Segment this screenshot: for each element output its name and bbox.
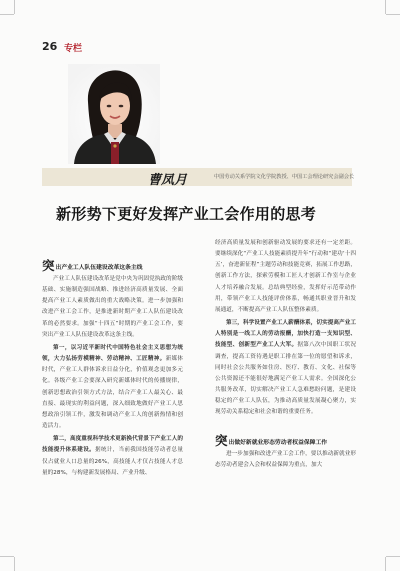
crop-mark — [0, 14, 14, 15]
author-photo — [68, 64, 160, 164]
article-title: 新形势下更好发挥产业工会作用的思考 — [56, 205, 317, 223]
author-portrait-image — [68, 64, 160, 164]
section-tag: 专栏 — [64, 44, 83, 54]
section-heading-initial: 突 — [42, 258, 55, 273]
crop-mark — [14, 557, 15, 571]
crop-mark — [0, 556, 14, 557]
paragraph-lead: 第二，高度重视科学技术更新换代背景下产业工人的技能提升体系建设。 — [42, 436, 183, 454]
paragraph-body: 据第八次中国职工状况调查，提高工资待遇是职工排在第一位的愿望和诉求，同时社会公共服务如住房、医疗、教育、文化、社保等公共资源还不能很好地满足产业工人需求。全国深化公共服务改革，切实解决产业工人急难愁盼问题，是建设稳定的产业工人队伍，为推动高质量发展凝心聚力，实现劳动关系稳定和社会和谐的重要任务。 — [215, 342, 356, 416]
paragraph: 经济高质量发展和创新驱动发展的要求还有一定差距。要继续深化“产业工人技能素质提升年”行动和“建功‘十四五’，奋进新征程”主题劳动和技能竞赛，拓展工作思路，创新工作方法，探索劳模和工匠人才创新工作室与企业人才培养融合发展。总结典型经验，发挥好示范带动作用，带领产业工人技能评价体系，畅通其职业晋升和发展通道，不断提高产业工人队伍整体素质。 — [215, 240, 356, 313]
paragraph-lead: 第一，以习近平新时代中国特色社会主义思想为统领，大力弘扬劳模精神、劳动精神、工匠精神。 — [42, 344, 183, 363]
paragraph — [42, 434, 183, 479]
crop-mark — [385, 557, 386, 571]
crop-mark — [386, 14, 400, 15]
article-column-left — [42, 238, 183, 479]
article-column-right — [215, 238, 356, 471]
paragraph — [42, 343, 183, 432]
section-heading-text: 出做好新就业形态劳动者权益保障工作 — [228, 439, 328, 446]
section-heading-initial: 突 — [215, 432, 228, 448]
paragraph: 产业工人队伍建设改革是党中央为巩固党执政的阶级基础、实施制造强国战略、推进经济高质量发展、全面提高产业工人素质做出的重大战略决策。进一步加强和改进产业工会工作，是推进新时期产业工人队伍建设改革的必然要求。加强“十四五”时期的产业工会工作，要突出产业工人队伍建设改革这条主线。 — [42, 276, 183, 338]
section-heading — [215, 433, 356, 447]
crop-mark — [14, 0, 15, 14]
paragraph-body: 新媒体时代，产业工人群体诉求日益分化，价值观念更加多元化。各级产业工会要深入研究新媒体时代的传播规律，创新思想政治引领方式方法，结合产业工人最关心、最直接、最现实的利益问题，深入细致地做好产业工人思想政治引领工作，激发和调动产业工人的创新热情和创造活力。 — [42, 356, 183, 430]
author-affiliation: 中国劳动关系学院文化学院教授、中国工会理论研究会副会长 — [214, 174, 355, 180]
section-heading — [42, 258, 183, 272]
crop-mark — [386, 556, 400, 557]
section-heading-text: 出产业工人队伍建设改革这条主线 — [55, 265, 143, 271]
page-number: 26 — [42, 40, 58, 53]
crop-mark — [385, 0, 386, 14]
paragraph-body: 据统计，当前我国技能劳动者总量仅占就业人口总量的26%，高技能人才仅占技能人才总量的28%，与构建新发展格局、产业升级、 — [42, 447, 183, 476]
paragraph — [215, 318, 356, 418]
author-name: 曹凤月 — [148, 173, 188, 188]
paragraph-lead: 第三，科学设置产业工人薪酬体系，切实提高产业工人特别是一线工人的劳动报酬，加快打造一支知识型、技能型、创新型产业工人大军。 — [215, 320, 356, 349]
paragraph: 进一步加强和改进产业工会工作，要以推动新就业形态劳动者建会入会和权益保障为重点，加大 — [215, 450, 356, 468]
